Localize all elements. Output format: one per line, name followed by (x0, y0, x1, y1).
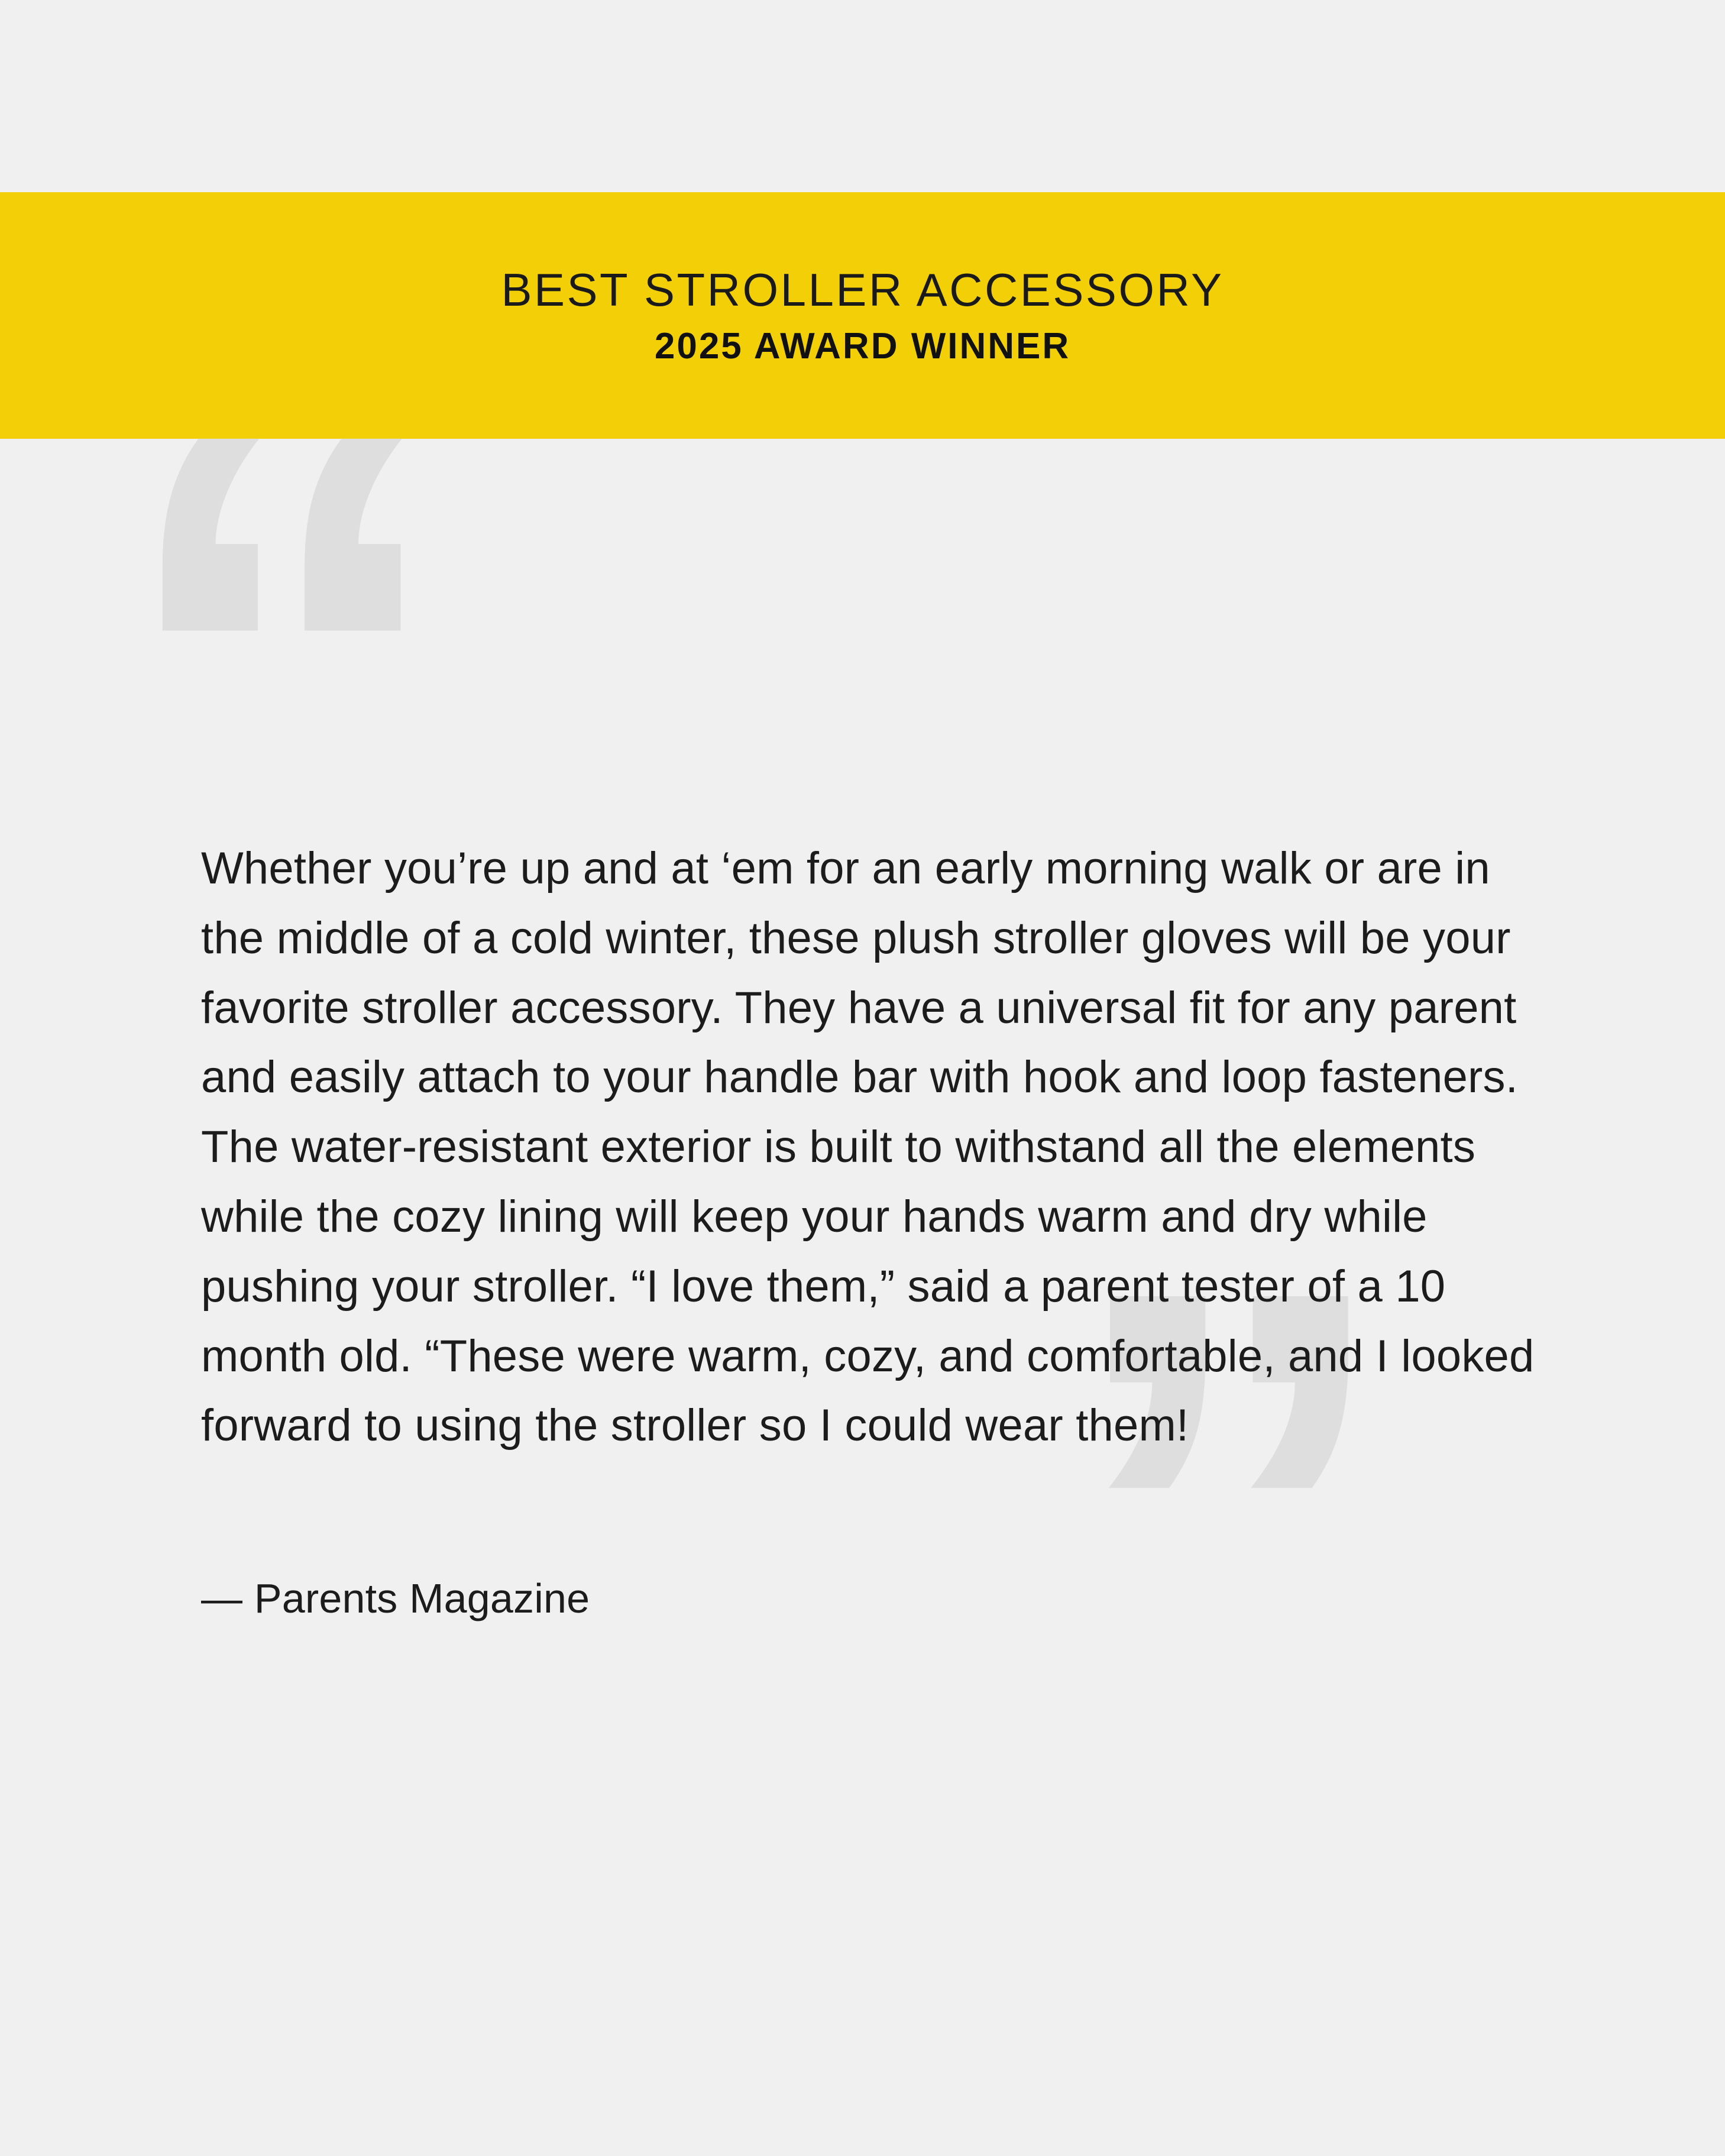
award-title: BEST STROLLER ACCESSORY (501, 263, 1224, 316)
award-banner (0, 192, 1725, 439)
quote-attribution: — Parents Magazine (201, 1575, 590, 1622)
closing-quote-icon: ” (1059, 1148, 1399, 1908)
quote-block (201, 834, 1543, 1626)
quote-body: Whether you’re up and at ‘em for an early morning walk or are in the middle of a cold winter, these plush stroller gloves will be your favorite stroller accessory. They have a universal fit for any parent and easily attach to your handle bar with hook and loop fasteners. The water-resistant exterior is built to withstand all the elements while the cozy lining will keep your hands warm and dry while pushing your stroller. “I love them,” said a parent tester of a 10 month old. “These were warm, cozy, and comfortable, and I looked forward to using the stroller so I could wear them! (201, 843, 1535, 1451)
opening-quote-icon: “ (112, 291, 452, 1051)
award-subtitle: 2025 AWARD WINNER (654, 325, 1071, 367)
